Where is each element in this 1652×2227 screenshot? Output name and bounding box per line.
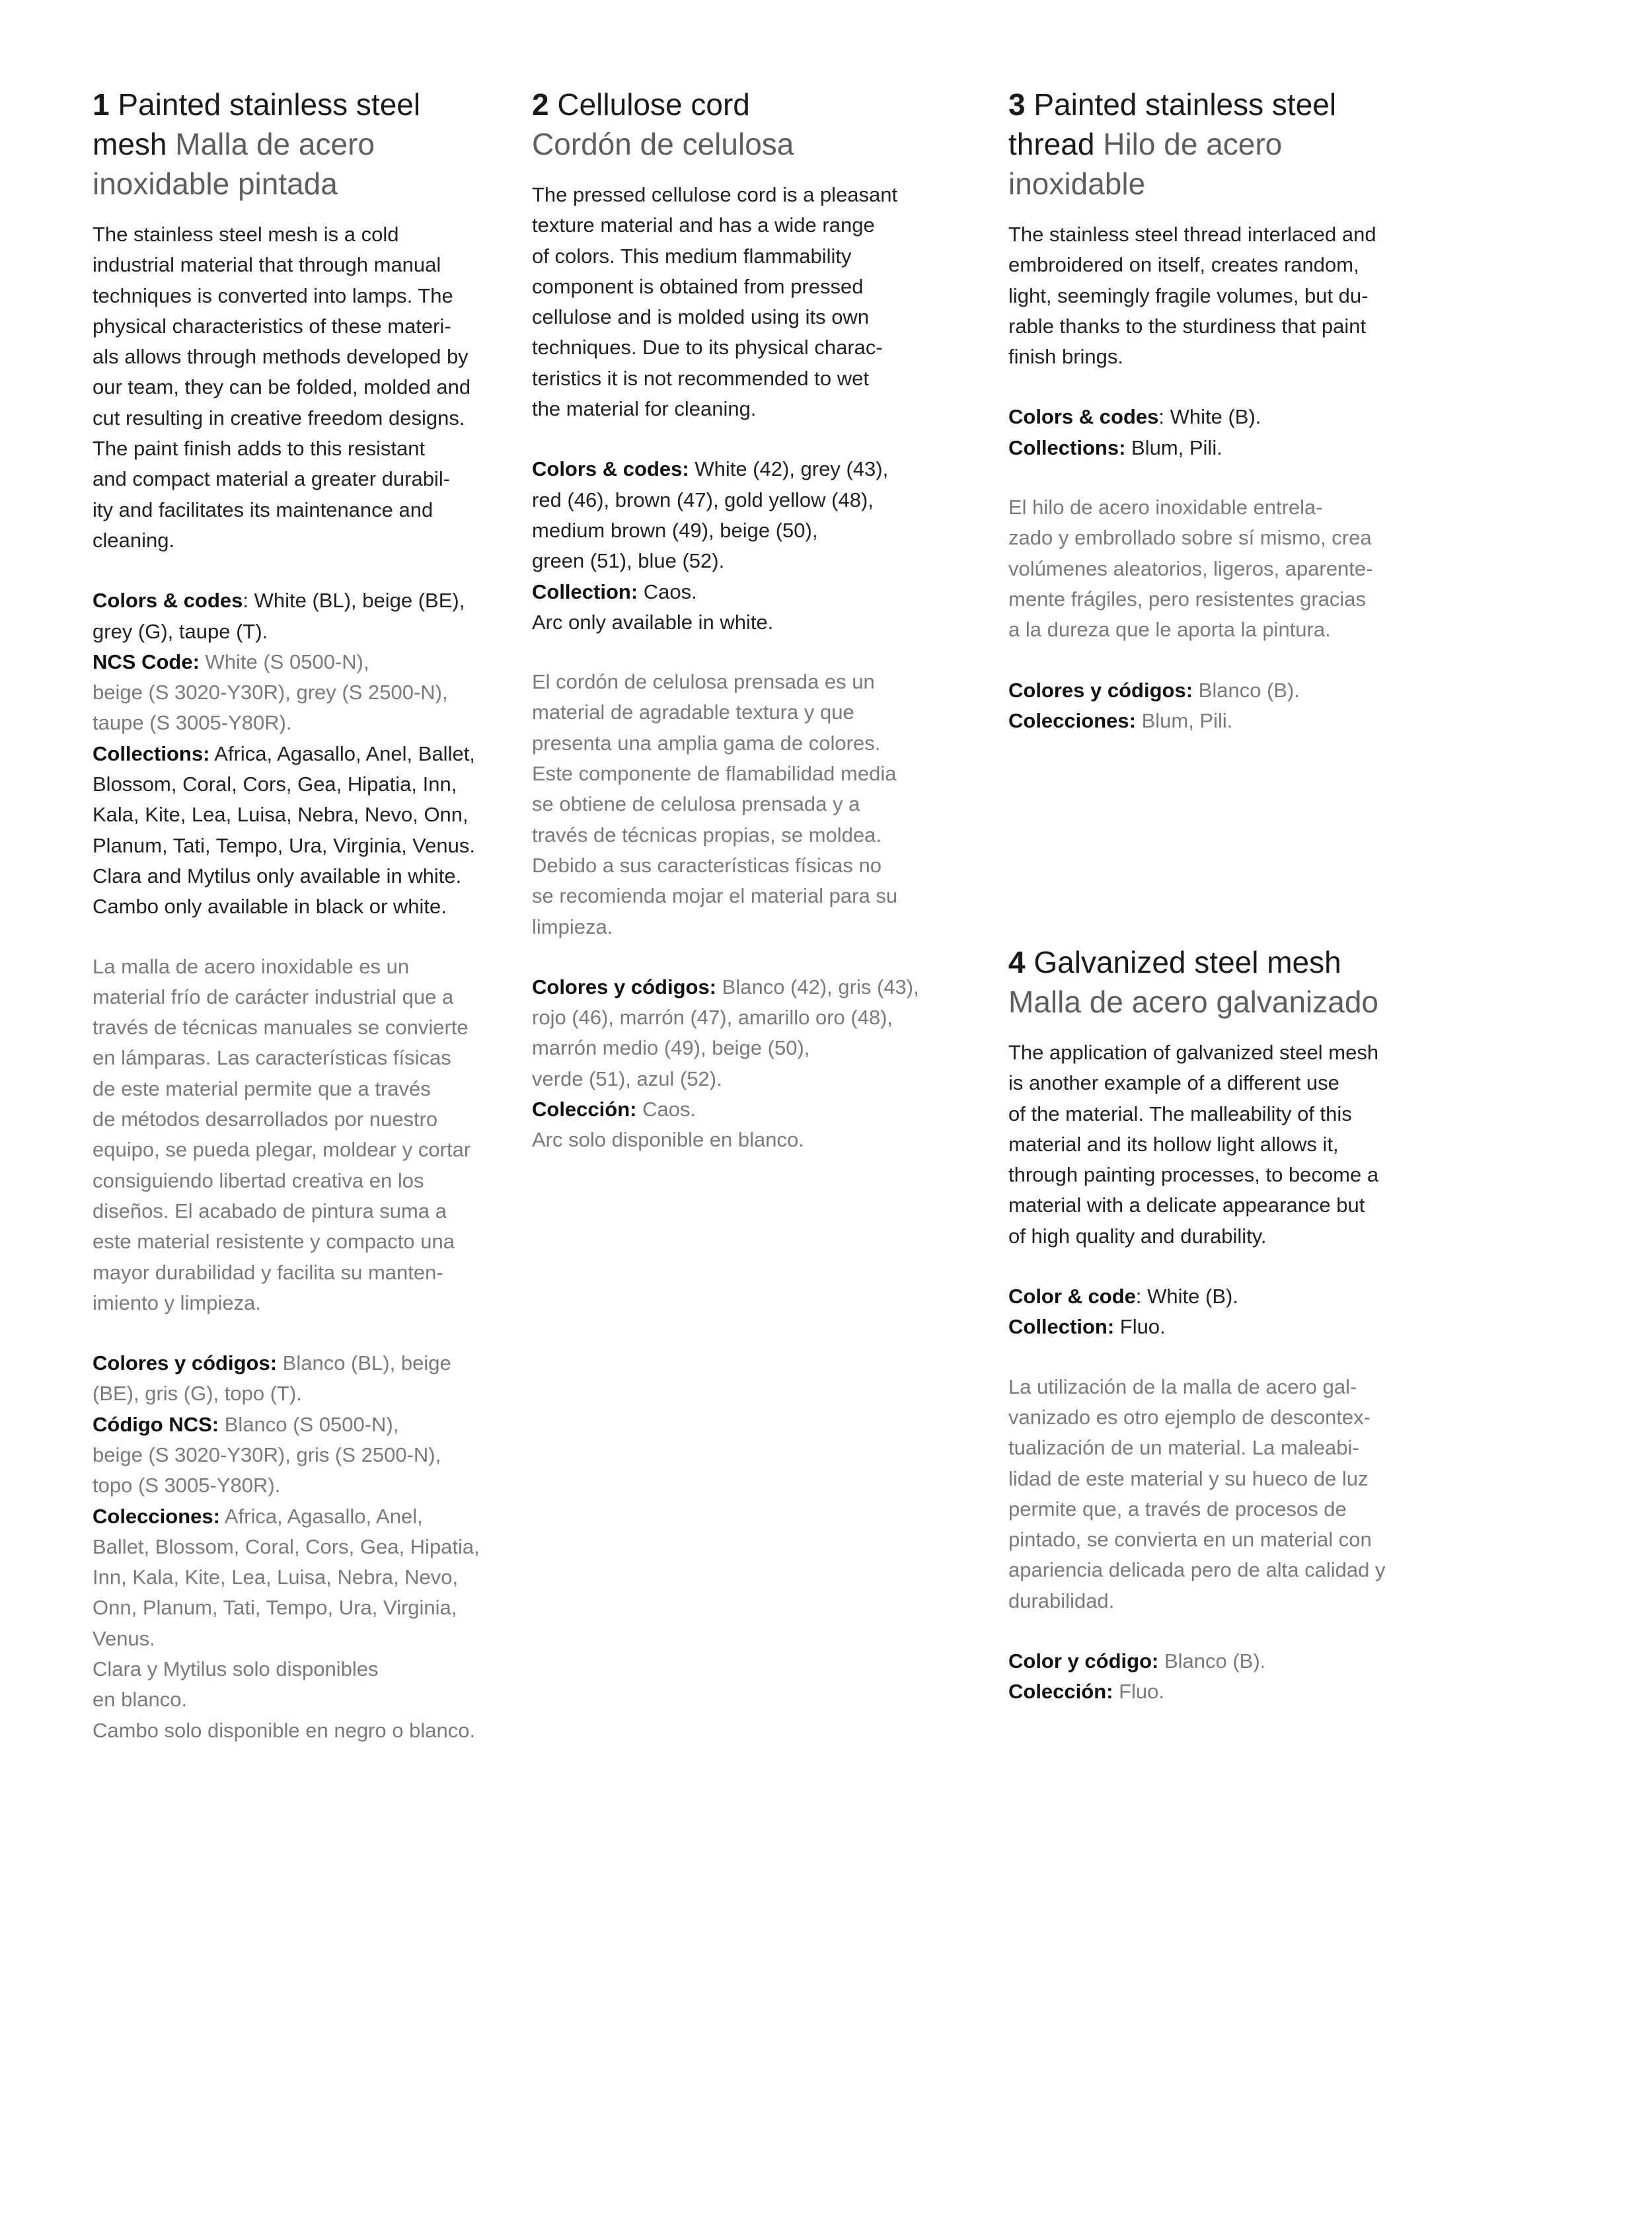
spec-line [93,677,502,708]
spec-value: rojo (46), marrón (47), amarillo oro (48), [532,1006,893,1030]
spec-line [93,1410,502,1440]
spec-line [532,1125,942,1155]
description-es [532,667,942,942]
text-line: La utilización de la malla de acero gal- [1008,1375,1357,1398]
spec-value: Clara and Mytilus only available in white. [93,864,462,887]
spec-value: Blanco (B). [1193,678,1300,702]
spec-value: Fluo. [1113,1680,1164,1704]
spec-value: red (46), brown (47), gold yellow (48), [532,488,874,511]
title-es-line: Malla de acero galvanizado [1008,985,1379,1019]
text-line: The paint finish adds to this resistant [93,437,426,461]
spec-line [532,485,942,515]
spec-value: grey (G), taupe (T). [93,619,268,643]
spec-value: medium brown (49), beige (50), [532,518,818,542]
spec-line [93,1501,502,1532]
spec-value: Blanco (S 0500-N), [219,1412,399,1436]
spec-value: beige (S 3020-Y30R), grey (S 2500-N), [93,681,448,704]
spec-line [93,585,502,616]
spec-value: Caos. [636,1098,696,1121]
spec-value: Inn, Kala, Kite, Lea, Luisa, Nebra, Nevo, [93,1566,459,1589]
spec-value: Africa, Agasallo, Anel, Ballet, [209,741,475,765]
text-line: of high quality and durability. [1008,1224,1267,1248]
title-es-line: Cordón de celulosa [532,127,794,161]
section-title [532,85,942,164]
section-title [1008,85,1431,204]
section-number: 3 [1008,87,1026,122]
text-line: embroidered on itself, creates random, [1008,253,1359,277]
spec-line [93,1470,502,1501]
spec-value: Planum, Tati, Tempo, Ura, Virginia, Venus. [93,833,475,857]
spec-value: marrón medio (49), beige (50), [532,1036,810,1060]
text-line: equipo, se pueda plegar, moldear y cortar [93,1138,471,1162]
text-line: mente frágiles, pero resistentes gracias [1008,587,1367,611]
text-line: El cordón de celulosa prensada es un [532,670,875,694]
text-line: consiguiendo libertad creativa en los [93,1168,424,1192]
spec-line [1008,402,1431,432]
text-line: techniques is converted into lamps. The [93,283,453,307]
spec-line [532,1033,942,1063]
spec-label: Colors & codes [1008,405,1159,429]
text-line: teristics it is not recommended to wet [532,366,869,390]
title-line [1008,942,1431,982]
text-line: presenta una amplia gama de colores. [532,731,881,755]
section-number: 1 [93,87,110,122]
text-line: tualización de un material. La maleabi- [1008,1436,1359,1460]
title-en: mesh [93,127,167,161]
text-line: als allows through methods developed by [93,345,469,369]
title-en: Painted stainless steel [118,87,421,122]
spec-value: verde (51), azul (52). [532,1067,722,1090]
text-line: of colors. This medium flammability [532,244,852,268]
spec-value: Fluo. [1114,1315,1166,1339]
spec-value: White (S 0500-N), [199,650,369,673]
title-line [93,85,502,124]
specs-en [93,585,502,922]
text-line: lidad de este material y su hueco de luz [1008,1466,1369,1490]
text-line: material and its hollow light allows it, [1008,1132,1339,1156]
spec-label: Colección: [532,1098,637,1121]
text-line: cleaning. [93,528,175,552]
spec-value: taupe (S 3005-Y80R). [93,711,292,735]
spec-sep: : [243,589,249,613]
specs-es [1008,675,1431,737]
spec-label: Colores y códigos: [1008,678,1193,702]
text-line: durabilidad. [1008,1589,1115,1612]
text-line: The application of galvanized steel mesh [1008,1041,1379,1064]
spec-value: Blanco (B). [1158,1649,1266,1673]
spec-line [532,546,942,576]
spec-value: Onn, Planum, Tati, Tempo, Ura, Virginia, [93,1596,457,1620]
spec-value: Blum, Pili. [1135,708,1233,732]
text-line: ity and facilitates its maintenance and [93,498,433,521]
spec-value: green (51), blue (52). [532,549,725,573]
spec-label: Colors & codes: [532,457,689,481]
text-line: pintado, se convierta en un material con [1008,1528,1372,1552]
text-line: limpieza. [532,915,613,938]
spec-value: Arc only available in white. [532,610,774,634]
text-line: de este material permite que a través [93,1076,431,1100]
specs-en [532,454,942,638]
text-line: is another example of a different use [1008,1071,1339,1095]
spec-line [1008,1281,1431,1312]
text-line: material frío de carácter industrial que a [93,985,454,1008]
spec-value: Cambo only available in black or white. [93,895,447,919]
spec-value: Venus. [93,1626,155,1650]
section-title [93,85,502,204]
specs-es [1008,1646,1431,1708]
spec-line [532,1064,942,1094]
spec-value: Africa, Agasallo, Anel, [219,1504,423,1528]
spec-label: NCS Code: [93,650,200,673]
spec-value: beige (S 3020-Y30R), gris (S 2500-N), [93,1443,441,1466]
spec-value: White (BL), beige (BE), [248,589,465,613]
spec-line [93,647,502,677]
spec-value: en blanco. [93,1688,188,1712]
spec-value: topo (S 3005-Y80R). [93,1474,281,1497]
text-line: component is obtained from pressed [532,274,864,298]
specs-en [1008,402,1431,463]
spec-line [532,515,942,546]
description-en [1008,1038,1431,1252]
spec-label: Collection: [1008,1315,1115,1339]
text-line: rable thanks to the sturdiness that paint [1008,314,1367,338]
section-1-stainless-steel-mesh [93,85,502,1746]
text-line: este material resistente y compacto una [93,1230,455,1254]
text-line: and compact material a greater durabil- [93,467,451,491]
spec-value: Blum, Pili. [1125,435,1222,459]
spec-line [532,1002,942,1033]
description-es [1008,492,1431,645]
spec-line [93,617,502,647]
spec-line [1008,433,1431,463]
text-line: industrial material that through manual [93,253,441,277]
title-en: Galvanized steel mesh [1033,945,1341,979]
title-line [93,124,502,164]
spec-line [93,1716,502,1746]
spec-line [532,454,942,484]
spec-line [1008,1646,1431,1677]
text-line: en lámparas. Las características físicas [93,1046,451,1070]
text-line: vanizado es otro ejemplo de descontex- [1008,1405,1370,1429]
text-line: The stainless steel mesh is a cold [93,223,399,246]
text-line: imiento y limpieza. [93,1291,261,1314]
spec-value: Cambo solo disponible en negro o blanco. [93,1718,476,1742]
text-line: zado y embrollado sobre sí mismo, crea [1008,526,1372,550]
text-line: the material for cleaning. [532,397,757,421]
spec-value: (BE), gris (G), topo (T). [93,1382,302,1406]
spec-label: Color & code [1008,1285,1136,1308]
text-line: material with a delicate appearance but [1008,1193,1365,1217]
spec-value: Kala, Kite, Lea, Luisa, Nebra, Nevo, Onn, [93,803,469,827]
description-en [93,219,502,556]
spec-line [1008,706,1431,736]
spec-line [93,861,502,891]
spec-label: Colores y códigos: [532,975,717,999]
text-line: finish brings. [1008,345,1124,369]
spec-line [93,739,502,769]
spec-value: Clara y Mytilus solo disponibles [93,1657,379,1681]
spec-line [93,1348,502,1378]
spec-label: Colors & codes [93,589,243,613]
specs-en [1008,1281,1431,1343]
spec-label: Colores y códigos: [93,1351,278,1375]
spec-value: Blanco (BL), beige [277,1351,451,1375]
text-line: La malla de acero inoxidable es un [93,954,410,978]
section-4-galvanized-steel-mesh [1008,942,1431,1708]
spec-label: Colecciones: [1008,708,1136,732]
description-es [1008,1372,1431,1616]
spec-label: Código NCS: [93,1412,219,1436]
spec-value: Blossom, Coral, Cors, Gea, Hipatia, Inn, [93,773,457,796]
description-es [93,952,502,1319]
spec-value: Caos. [638,580,697,603]
text-line: permite que, a través de procesos de [1008,1497,1347,1521]
title-line [1008,124,1431,164]
text-line: techniques. Due to its physical charac- [532,336,883,359]
spec-line [1008,1677,1431,1707]
text-line: volúmenes aleatorios, ligeros, aparente- [1008,556,1373,580]
spec-line [93,1378,502,1409]
spec-label: Colección: [1008,1680,1113,1704]
text-line: se obtiene de celulosa prensada y a [532,792,860,816]
spec-label: Collection: [532,580,638,603]
spec-value: Arc solo disponible en blanco. [532,1128,804,1152]
spec-line [532,972,942,1002]
spec-label: Colecciones: [93,1504,220,1528]
section-title [1008,942,1431,1022]
text-line: through painting processes, to become a [1008,1163,1379,1187]
text-line: light, seemingly fragile volumes, but du- [1008,283,1369,307]
spec-line [93,1440,502,1470]
spec-line [93,1654,502,1684]
spec-value: White (B). [1164,405,1261,429]
text-line: physical characteristics of these materi- [93,314,451,338]
spec-value: Blanco (42), gris (43), [716,975,919,999]
text-line: Este componente de flamabilidad media [532,762,897,786]
section-number: 4 [1008,945,1026,979]
text-line: The pressed cellulose cord is a pleasant [532,183,898,206]
spec-line [532,577,942,607]
spec-value: White (42), grey (43), [689,457,889,481]
spec-line [1008,1312,1431,1342]
spec-line [532,1094,942,1125]
spec-sep: : [1135,1285,1142,1308]
text-line: cellulose and is molded using its own [532,305,870,329]
spec-line [1008,675,1431,706]
title-en: Cellulose cord [557,87,750,122]
text-line: través de técnicas manuales se convierte [93,1016,469,1039]
spec-sep: : [1158,405,1165,429]
text-line: cut resulting in creative freedom designs. [93,406,465,430]
text-line: apariencia delicada pero de alta calidad y [1008,1558,1386,1582]
text-line: de métodos desarrollados por nuestro [93,1108,438,1131]
spec-line [93,1532,502,1562]
text-line: material de agradable textura y que [532,700,854,724]
spec-line [93,769,502,800]
spec-line [93,1593,502,1623]
description-en [532,180,942,424]
title-en: Painted stainless steel [1033,87,1337,122]
description-en [1008,219,1431,372]
section-3-stainless-steel-thread [1008,85,1431,736]
title-es-line: inoxidable pintada [93,167,338,201]
text-line: Debido a sus características físicas no [532,853,882,877]
text-line: mayor durabilidad y facilita su manten- [93,1260,443,1284]
title-es: Malla de acero [175,127,375,161]
spec-line [532,607,942,638]
spec-label: Color y código: [1008,1649,1159,1673]
text-line: our team, they can be folded, molded and [93,375,471,399]
spec-line [93,800,502,830]
text-line: The stainless steel thread interlaced and [1008,223,1376,246]
text-line: diseños. El acabado de pintura suma a [93,1199,447,1223]
spec-line [93,891,502,922]
text-line: texture material and has a wide range [532,213,875,237]
spec-label: Collections: [1008,435,1126,459]
title-line [1008,85,1431,124]
spec-value: Ballet, Blossom, Coral, Cors, Gea, Hipatia, [93,1534,480,1558]
title-en: thread [1008,127,1095,161]
section-2-cellulose-cord [532,85,942,1156]
spec-line [93,708,502,738]
spec-label: Collections: [93,741,210,765]
specs-es [532,972,942,1156]
spec-line [93,831,502,861]
title-es-line: inoxidable [1008,167,1146,201]
text-line: El hilo de acero inoxidable entrela- [1008,496,1323,519]
text-line: través de técnicas propias, se moldea. [532,823,882,847]
spec-line [93,1684,502,1715]
title-es: Hilo de acero [1103,127,1283,161]
text-line: a la dureza que le aporta la pintura. [1008,618,1331,642]
spec-value: White (B). [1141,1285,1238,1308]
section-number: 2 [532,87,549,122]
spec-line [93,1562,502,1593]
spec-line [93,1624,502,1654]
text-line: of the material. The malleability of this [1008,1102,1352,1125]
specs-es [93,1348,502,1746]
title-line [532,85,942,124]
text-line: se recomienda mojar el material para su [532,884,898,908]
